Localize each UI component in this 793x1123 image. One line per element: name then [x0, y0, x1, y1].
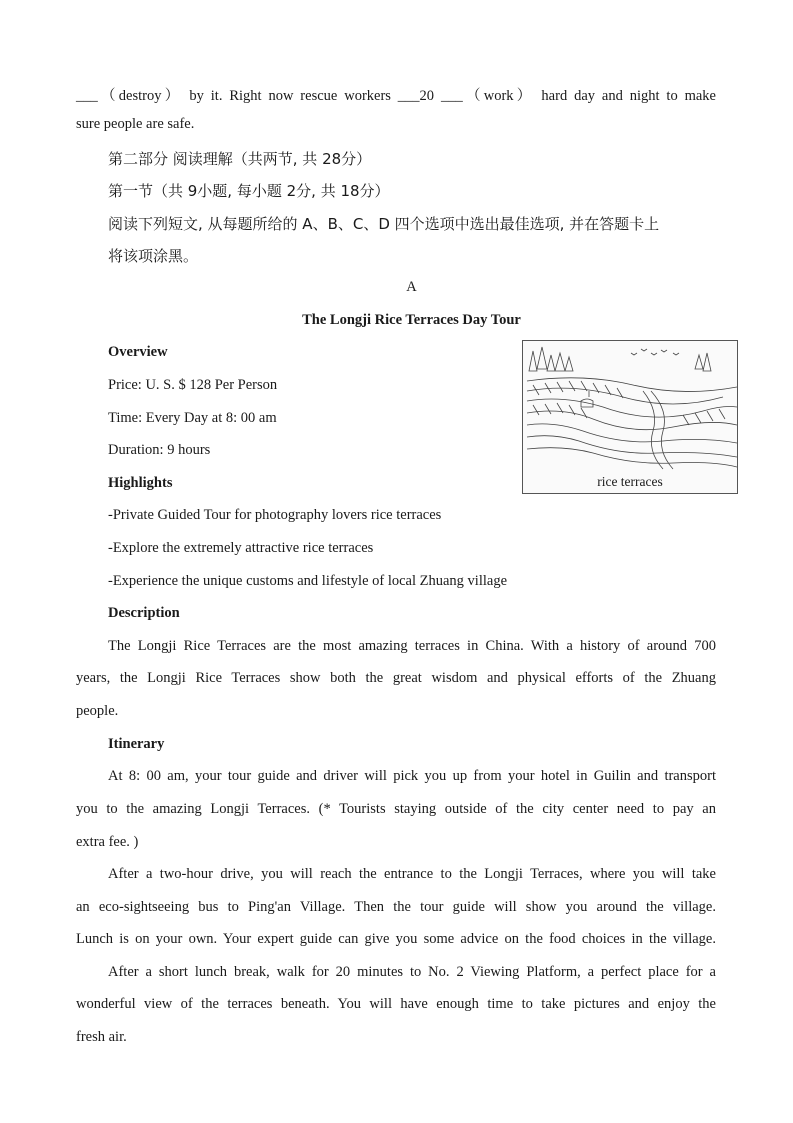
list-item: -Explore the extremely attractive rice terraces [108, 540, 374, 556]
part-heading: 第二部分 阅读理解（共两节, 共 28分） [108, 150, 372, 168]
paragraph-line: The Longji Rice Terraces are the most amazing terraces in China. With a history of around 700 [108, 638, 716, 654]
figure-caption: rice terraces [597, 474, 663, 489]
directions-text: 阅读下列短文, 从每题所给的 A、B、C、D 四个选项中选出最佳选项, 并在答题卡上 [108, 215, 660, 233]
paragraph-line: At 8: 00 am, your tour guide and driver will pick you up from your hotel in Guilin and transport [108, 768, 716, 784]
paragraph-line: After a two-hour drive, you will reach the entrance to the Longji Terraces, where you will take [108, 866, 716, 882]
text-line: sure people are safe. [76, 116, 195, 132]
passage-title: The Longji Rice Terraces Day Tour [302, 312, 521, 328]
overview-heading: Overview [108, 344, 168, 360]
itinerary-heading: Itinerary [108, 736, 165, 752]
paragraph-line: After a short lunch break, walk for 20 minutes to No. 2 Viewing Platform, a perfect place for a [108, 964, 716, 980]
highlights-heading: Highlights [108, 475, 173, 491]
paragraph-line: Lunch is on your own. Your expert guide can give you some advice on the food choices in the village. [76, 931, 716, 947]
paragraph-line: extra fee. ) [76, 834, 139, 850]
description-heading: Description [108, 605, 180, 621]
rice-terraces-figure [522, 340, 738, 494]
price-text: Price: U. S. $ 128 Per Person [108, 377, 278, 393]
list-item: -Experience the unique customs and lifestyle of local Zhuang village [108, 573, 508, 589]
paragraph-line: fresh air. [76, 1029, 127, 1045]
paragraph-line: years, the Longji Rice Terraces show both the great wisdom and physical efforts of the Zhuang [76, 670, 716, 686]
time-text: Time: Every Day at 8: 00 am [108, 410, 277, 426]
paragraph-line: people. [76, 703, 119, 719]
directions-text: 将该项涂黑。 [108, 247, 199, 265]
paragraph-line: you to the amazing Longji Terraces. (* Tourists staying outside of the city center need to pay an [76, 801, 716, 817]
text-line: ___（destroy） by it. Right now rescue workers ___20 ___（work） hard day and night to make [76, 88, 716, 104]
section-heading: 第一节（共 9小题, 每小题 2分, 共 18分） [108, 182, 390, 200]
duration-text: Duration: 9 hours [108, 442, 211, 458]
rice-terraces-illustration-icon [523, 341, 737, 471]
paragraph-line: wonderful view of the terraces beneath. You will have enough time to take pictures and enjoy the [76, 996, 716, 1012]
paragraph-line: an eco-sightseeing bus to Ping'an Village. Then the tour guide will show you around the village. [76, 899, 716, 915]
passage-label: A [406, 279, 417, 295]
list-item: -Private Guided Tour for photography lovers rice terraces [108, 507, 442, 523]
